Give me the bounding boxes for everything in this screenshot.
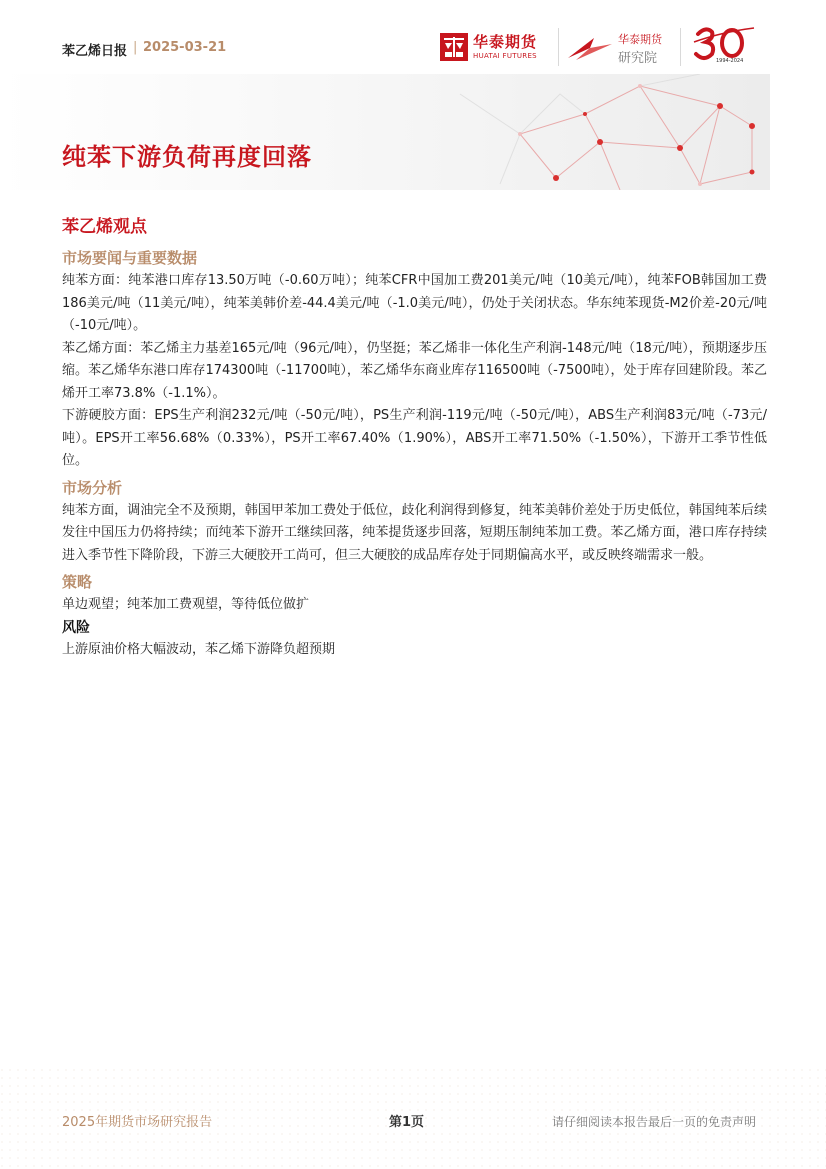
- report-body: [62, 214, 767, 661]
- title-banner: [0, 74, 770, 190]
- anniversary-years: 1994-2024: [716, 58, 744, 64]
- institute-emblem-icon: [566, 34, 614, 62]
- report-name: 苯乙烯日报: [62, 44, 128, 59]
- page-number: 第1页: [389, 1115, 425, 1130]
- page-title: 纯苯下游负荷再度回落: [62, 143, 312, 171]
- risk-paragraph: 上游原油价格大幅波动，苯乙烯下游降负超预期: [62, 641, 336, 657]
- page-header: [0, 0, 826, 72]
- logo-english-name: HUATAI FUTURES: [473, 52, 537, 60]
- research-institute-logo: [566, 30, 676, 66]
- news-paragraph-styrene: 苯乙烯方面：苯乙烯主力基差165元/吨（96元/吨），仍坚挺；苯乙烯非一体化生产利润-148元/吨（18元/吨），预期逐步压缩。苯乙烯华东港口库存174300吨（-11700吨），苯乙烯华东商业库存116500吨（-7500吨），处于库存回建阶段。苯乙烯开工率73.8%（-1.1%）。: [62, 340, 767, 401]
- logo-divider: [558, 28, 559, 66]
- risk-title: 风险: [62, 619, 90, 636]
- section-title: 苯乙烯观点: [62, 217, 147, 237]
- huatai-futures-logo: [440, 30, 555, 66]
- logo-chinese-name: 华泰期货: [473, 33, 538, 51]
- page-footer: [0, 1068, 826, 1169]
- news-paragraph-downstream: 下游硬胶方面：EPS生产利润232元/吨（-50元/吨），PS生产利润-119元/吨（-50元/吨），ABS生产利润83元/吨（-73元/吨）。EPS开工率56.68%（0.33%），PS开工率67.40%（1.90%），ABS开工率71.50%（-1.50%），下游开工季节性低位。: [62, 408, 767, 468]
- news-title: 市场要闻与重要数据: [62, 249, 198, 267]
- analysis-title: 市场分析: [62, 478, 123, 497]
- strategy-paragraph: 单边观望；纯苯加工费观望，等待低位做扩: [62, 597, 310, 612]
- institute-name-line2: 研究院: [618, 51, 658, 66]
- banner-network-graphic: [0, 74, 770, 190]
- anniversary-30-logo: [692, 24, 762, 68]
- huatai-emblem-icon: [440, 33, 468, 61]
- footer-report-series: 2025年期货市场研究报告: [62, 1115, 213, 1130]
- news-paragraph-benzene: 纯苯方面：纯苯港口库存13.50万吨（-0.60万吨）；纯苯CFR中国加工费201美元/吨（10美元/吨），纯苯FOB韩国加工费186美元/吨（11美元/吨），纯苯美韩价差-44.4美元/吨（-1.0美元/吨），仍处于关闭状态。华东纯苯现货-M2价差-20元/吨（-10元/吨）。: [62, 273, 767, 333]
- report-date: 2025-03-21: [143, 40, 227, 55]
- strategy-title: 策略: [62, 573, 93, 591]
- header-separator: |: [133, 40, 138, 55]
- institute-name-line1: 华泰期货: [618, 33, 662, 46]
- logo-divider: [680, 28, 681, 66]
- footer-disclaimer-note: 请仔细阅读本报告最后一页的免责声明: [552, 1115, 757, 1129]
- analysis-paragraph: 纯苯方面，调油完全不及预期，韩国甲苯加工费处于低位，歧化利润得到修复，纯苯美韩价差处于历史低位，韩国纯苯后续发往中国压力仍将持续；而纯苯下游开工继续回落，纯苯提货逐步回落，短期压制纯苯加工费。苯乙烯方面，港口库存持续进入季节性下降阶段，下游三大硬胶开工尚可，但三大硬胶的成品库存处于同期偏高水平，或反映终端需求一般。: [62, 502, 767, 563]
